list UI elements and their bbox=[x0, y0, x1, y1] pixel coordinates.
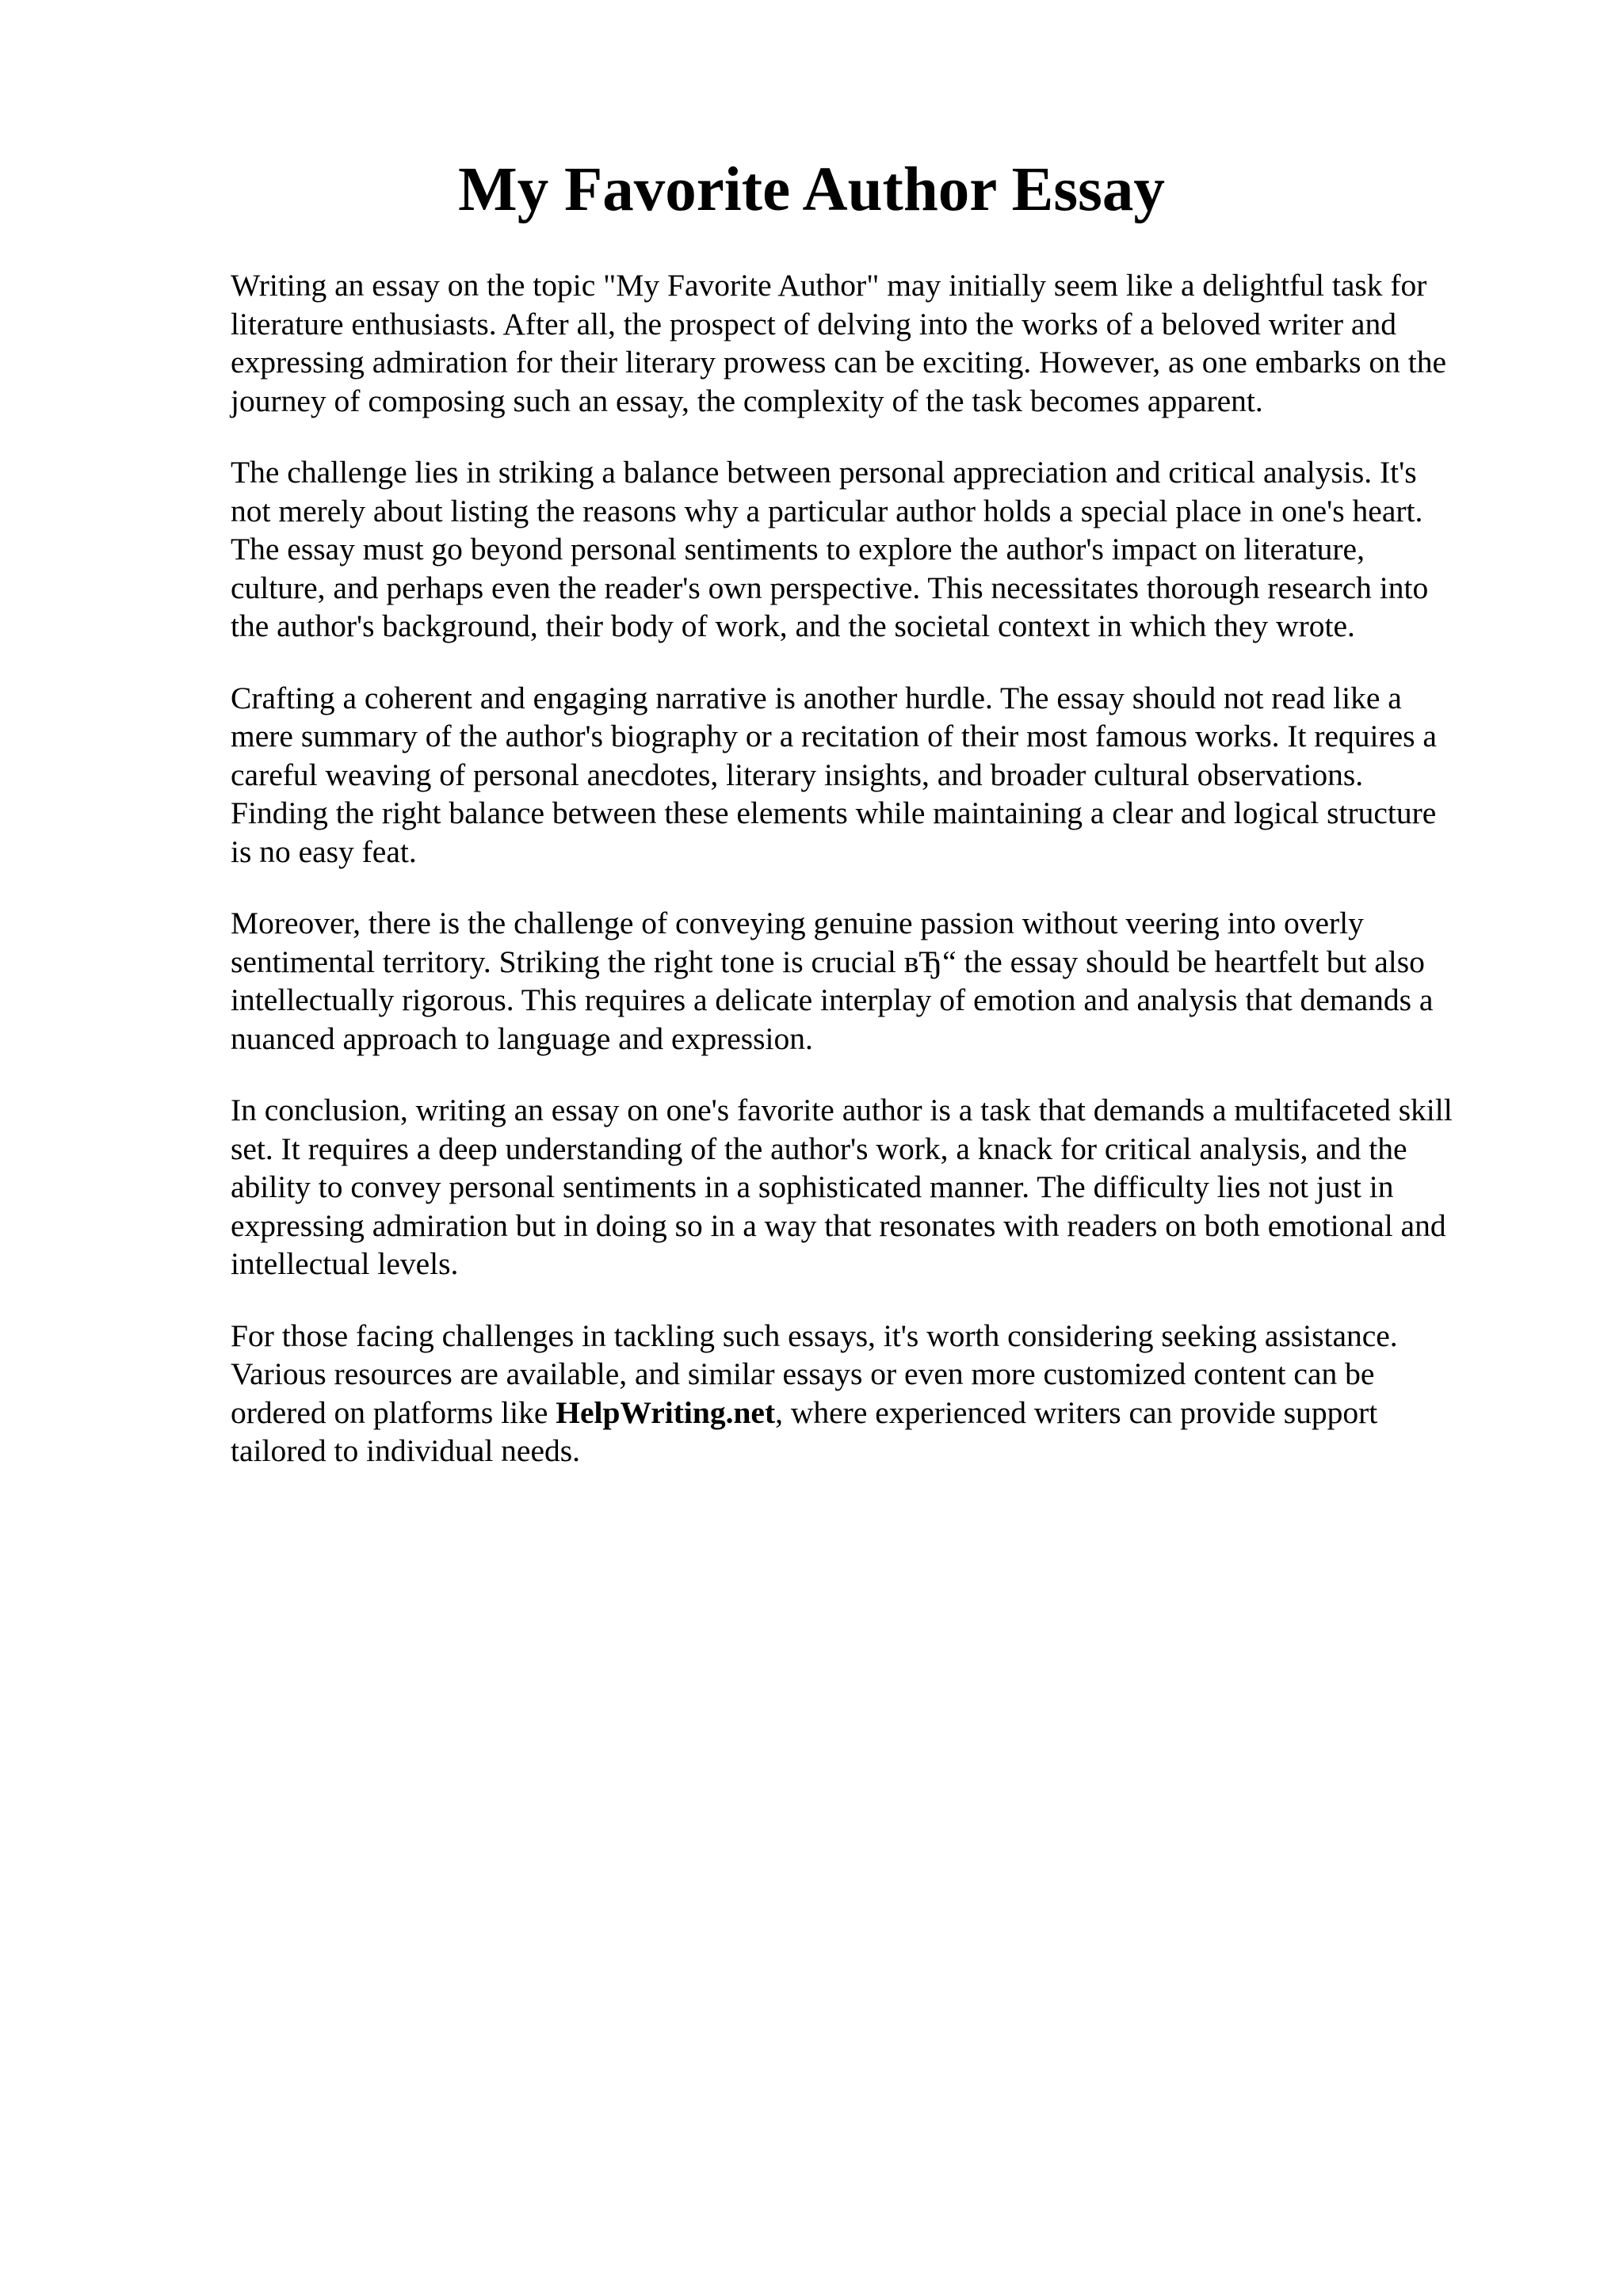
paragraph-line: Various resources are available, and similar essays or even more customized content can be bbox=[231, 1356, 1375, 1391]
paragraph-line: The essay must go beyond personal sentiments to explore the author's impact on literature, bbox=[231, 532, 1365, 566]
paragraph-5 bbox=[231, 1091, 1524, 1283]
paragraph-line: not merely about listing the reasons why a particular author holds a special place in one's heart. bbox=[231, 493, 1423, 528]
helpwriting-link[interactable]: HelpWriting.net bbox=[556, 1394, 776, 1430]
paragraph-2 bbox=[231, 453, 1524, 646]
paragraph-line: Writing an essay on the topic "My Favorite Author" may initially seem like a delightful task for bbox=[231, 268, 1427, 303]
paragraph-line: sentimental territory. Striking the right tone is crucial вЂ“ the essay should be heartfelt but also bbox=[231, 944, 1425, 979]
paragraph-line: set. It requires a deep understanding of the author's work, a knack for critical analysis, and the bbox=[231, 1131, 1407, 1166]
document-title: My Favorite Author Essay bbox=[458, 155, 1165, 224]
paragraph-line: expressing admiration but in doing so in a way that resonates with readers on both emotional and bbox=[231, 1207, 1446, 1243]
paragraph-4 bbox=[231, 904, 1524, 1058]
paragraph-line: literature enthusiasts. After all, the prospect of delving into the works of a beloved writer and bbox=[231, 306, 1396, 341]
closing-text-after-link: , where experienced writers can provide support bbox=[775, 1394, 1378, 1430]
paragraph-line: journey of composing such an essay, the complexity of the task becomes apparent. bbox=[231, 383, 1263, 418]
paragraph-line: mere summary of the author's biography or a recitation of their most famous works. It requires a bbox=[231, 719, 1437, 753]
paragraph-line: expressing admiration for their literary prowess can be exciting. However, as one embarks on the bbox=[231, 345, 1447, 379]
paragraph-line: For those facing challenges in tackling such essays, it's worth considering seeking assistance. bbox=[231, 1318, 1398, 1353]
paragraph-line: Finding the right balance between these elements while maintaining a clear and logical structure bbox=[231, 795, 1437, 830]
paragraph-line: In conclusion, writing an essay on one's favorite author is a task that demands a multifaceted skill bbox=[231, 1093, 1453, 1127]
paragraph-line: intellectual levels. bbox=[231, 1246, 459, 1281]
paragraph-line: the author's background, their body of work, and the societal context in which they wrote. bbox=[231, 608, 1355, 643]
document-body bbox=[231, 266, 1524, 1504]
paragraph-line: intellectually rigorous. This requires a delicate interplay of emotion and analysis that demands a bbox=[231, 982, 1434, 1017]
paragraph-line: Crafting a coherent and engaging narrative is another hurdle. The essay should not read like a bbox=[231, 680, 1402, 715]
paragraph-1 bbox=[231, 266, 1524, 420]
paragraph-line: careful weaving of personal anecdotes, literary insights, and broader cultural observations. bbox=[231, 757, 1364, 792]
paragraph-3 bbox=[231, 679, 1524, 871]
paragraph-line: Moreover, there is the challenge of conveying genuine passion without veering into overly bbox=[231, 906, 1364, 940]
paragraph-line: The challenge lies in striking a balance between personal appreciation and critical analysis. It's bbox=[231, 455, 1417, 490]
paragraph-line: culture, and perhaps even the reader's own perspective. This necessitates thorough research into bbox=[231, 570, 1429, 605]
paragraph-closing bbox=[231, 1317, 1524, 1470]
closing-text-before-link: ordered on platforms like bbox=[231, 1394, 556, 1430]
paragraph-line: ability to convey personal sentiments in a sophisticated manner. The difficulty lies not just in bbox=[231, 1169, 1394, 1204]
paragraph-line: nuanced approach to language and expression. bbox=[231, 1020, 813, 1056]
paragraph-line bbox=[231, 1394, 1524, 1432]
paragraph-line: tailored to individual needs. bbox=[231, 1433, 580, 1468]
paragraph-line: is no easy feat. bbox=[231, 833, 417, 869]
